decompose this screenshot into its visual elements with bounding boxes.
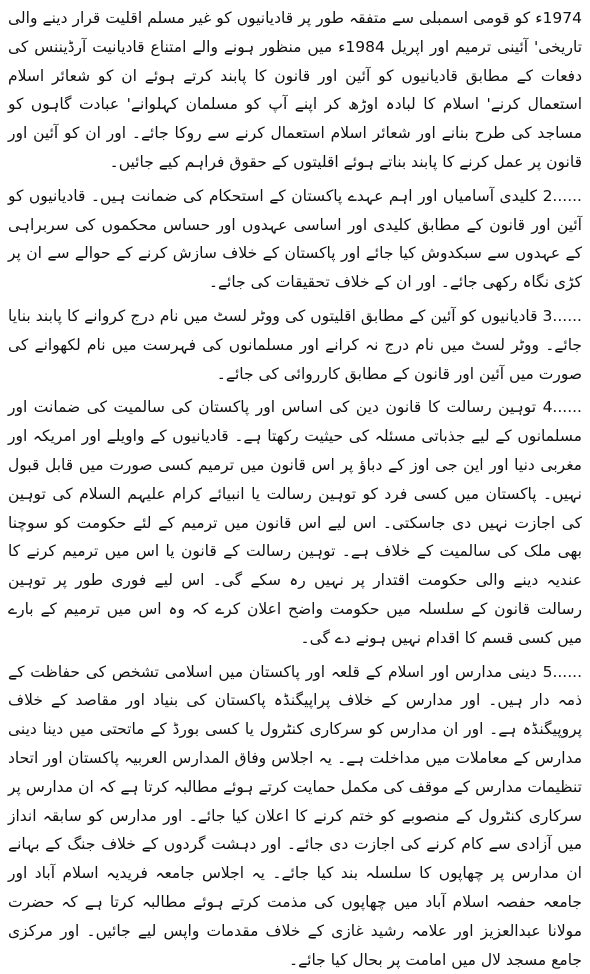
paragraph-5 bbox=[8, 658, 582, 974]
paragraph-3-text: قادیانیوں کو آئین کے مطابق اقلیتوں کی ووٹر لسٹ میں نام درج کروانے کا پابند بنایا جائے۔ ووٹر لسٹ میں نام درج نہ کرانے اور مسلمانوں کی فہرست میں نام لکھوانے کی صورت میں آئین اور قانون کے مطابق کارروائی کی جائے۔ bbox=[8, 306, 582, 383]
paragraph-4 bbox=[8, 393, 582, 652]
paragraph-5-text: دینی مدارس اور اسلام کے قلعہ اور پاکستان میں اسلامی تشخص کی حفاظت کے ذمہ دار ہیں۔ اور مدارس کے خلاف پراپیگنڈہ پاکستان کی بنیاد اور مقاصد کے خلاف پروپیگنڈہ ہے۔ اور ان مدارس کو سرکاری کنٹرول یا کسی بورڈ کے ماتحتی میں دینا دینی مدارس کے معاملات میں مداخلت ہے۔ یہ اجلاس وفاق المدارس العربیہ پاکستان اور اتحاد تنظیمات مدارس کے موقف کی مکمل حمایت کرتے ہوئے مطالبہ کرتا ہے کہ ان مدارس پر سرکاری کنٹرول کے منصوبے کو ختم کرنے کا اعلان کیا جائے۔ اور مدارس کو سابقہ انداز میں آزادی سے کام کرنے کی اجازت دی جائے۔ اور دہشت گردوں کے خلاف جنگ کے بہانے ان مدارس پر چھاپوں کا سلسلہ بند کیا جائے۔ یہ اجلاس جامعہ فریدیہ اسلام آباد اور جامعہ حفصہ اسلام آباد میں چھاپوں کی مذمت کرتے ہوئے مطالبہ کرتا ہے کہ حضرت مولانا عبدالعزیز اور علامہ رشید غازی کے خلاف مقدمات واپس لیے جائیں۔ اور مرکزی جامع مسجد لال میں امامت پر بحال کیا جائے۔ bbox=[8, 662, 582, 969]
paragraph-4-text: توہین رسالت کا قانون دین کی اساس اور پاکستان کی سالمیت کی ضمانت اور مسلمانوں کے لیے جذباتی مسئلہ کی حیثیت رکھتا ہے۔ قادیانیوں کے واویلے اور امریکہ اور مغربی دنیا اور این جی اوز کے دباؤ پر اس قانون میں ترمیم کسی صورت میں قابل قبول نہیں۔ پاکستان میں کسی فرد کو توہین رسالت یا انبیائے کرام علیہم السلام کی توہین کی اجازت نہیں دی جاسکتی۔ اس لیے اس قانون میں ترمیم کے لئے حکومت کو سوچنا بھی ملک کی سالمیت کے خلاف ہے۔ توہین رسالت کے قانون یا اس میں ترمیم کرنے کا عندیہ دینے والی حکومت اقتدار پر نہیں رہ سکے گی۔ اس لیے فوری طور پر توہین رسالت قانون کے سلسلہ میں حکومت واضح اعلان کرے کہ وہ اس میں ترمیم کے بارے میں کسی قسم کا اقدام نہیں ہونے دے گی۔ bbox=[8, 398, 582, 647]
paragraph-1 bbox=[8, 4, 582, 177]
paragraph-2 bbox=[8, 182, 582, 297]
paragraph-1-text: 1974ء کو قومی اسمبلی سے متفقہ طور پر قادیانیوں کو غیر مسلم اقلیت قرار دینے والی تاریخی' آئینی ترمیم اور اپریل 1984ء میں منظور ہونے والے امتناع قادیانیت آرڈیننس کی دفعات کے مطابق قادیانیوں کو آئین اور قانون کا پابند کرتے ہوئے ان کو شعائر اسلام استعمال کرنے' اسلام کا لبادہ اوڑھ کر اپنے آپ کو مسلمان کہلوانے' عبادت گاہوں کو مساجد کی طرح بنانے اور شعائر اسلام استعمال کرنے سے روکا جائے۔ اور ان کو آئین اور قانون پر عمل کرنے کا پابند بناتے ہوئے اقلیتوں کے حقوق فراہم کیے جائیں۔ bbox=[8, 9, 583, 171]
paragraph-4-number: 4...... bbox=[542, 398, 582, 417]
paragraph-3-number: 3...... bbox=[542, 306, 582, 325]
paragraph-3 bbox=[8, 302, 582, 388]
paragraph-2-number: 2...... bbox=[542, 186, 582, 205]
paragraph-2-text: کلیدی آسامیاں اور اہم عہدے پاکستان کے استحکام کی ضمانت ہیں۔ قادیانیوں کو آئین اور قانون کے مطابق کلیدی اور اساسی عہدوں اور حساس محکموں کی سربراہی کے عہدوں سے سبکدوش کیا جائے اور پاکستان کے خلاف سازش کرنے کے حوالے سے ان پر کڑی نگاہ رکھی جائے۔ اور ان کے خلاف تحقیقات کی جائے۔ bbox=[8, 186, 582, 292]
paragraph-5-number: 5...... bbox=[542, 662, 583, 681]
